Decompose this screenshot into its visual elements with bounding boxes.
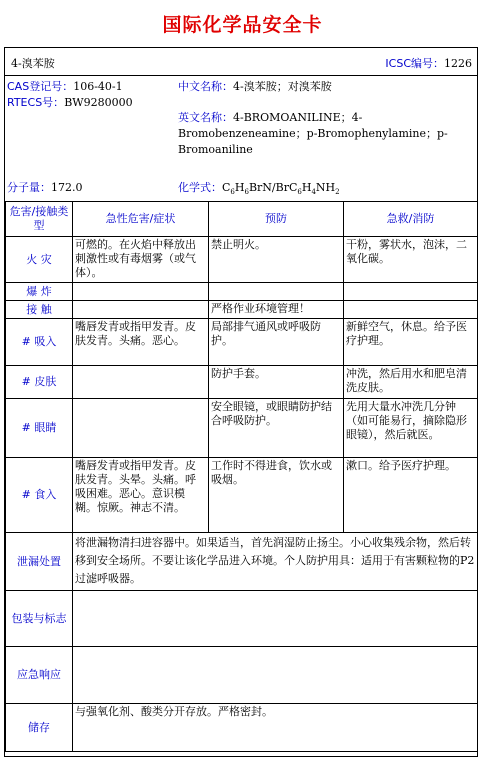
row-firstaid: 干粉，雾状水，泡沫，二氧化碳。 <box>344 237 478 283</box>
row-acute <box>73 283 209 301</box>
icsc-number <box>385 55 472 71</box>
rtecs-number <box>7 95 133 111</box>
section-text <box>73 647 478 704</box>
row-label: # 眼睛 <box>6 399 73 458</box>
row-label: # 吸入 <box>6 319 73 366</box>
row-prevention: 局部排气通风或呼吸防护。 <box>209 319 344 366</box>
table-row <box>6 366 478 399</box>
row-label: 火 灾 <box>6 237 73 283</box>
cn-name-value: 4-溴苯胺；对溴苯胺 <box>233 80 332 93</box>
en-name-label: 英文名称： <box>178 111 233 124</box>
cas-value: 106-40-1 <box>73 80 123 93</box>
mw-value: 172.0 <box>51 181 83 194</box>
col-header-prevention: 预防 <box>209 202 344 237</box>
icsc-label: ICSC编号： <box>385 57 444 70</box>
table-row <box>6 319 478 366</box>
row-label: # 皮肤 <box>6 366 73 399</box>
table-row <box>6 237 478 283</box>
cas-number <box>7 79 123 95</box>
cas-label: CAS登记号： <box>7 80 74 93</box>
rtecs-value: BW9280000 <box>64 96 133 109</box>
formula-label: 化学式： <box>178 181 222 194</box>
row-acute <box>73 301 209 319</box>
section-label: 包装与标志 <box>6 591 73 647</box>
section-text: 与强氧化剂、酸类分开存放。严格密封。 <box>73 704 478 752</box>
chemical-name: 4-溴苯胺 <box>11 57 55 70</box>
rtecs-label: RTECS号： <box>7 96 65 109</box>
section-label: 储存 <box>6 704 73 752</box>
molecular-weight <box>7 180 83 196</box>
section-row <box>6 704 478 752</box>
en-name-line: 4-BROMOANILINE；4- <box>233 111 363 124</box>
card-header <box>5 48 477 76</box>
row-prevention: 禁止明火。 <box>209 237 344 283</box>
table-row <box>6 301 478 319</box>
col-header-acute: 急性危害/症状 <box>73 202 209 237</box>
row-acute: 嘴唇发青或指甲发青。皮肤发青。头晕。头痛。呼吸困难。恶心。意识模糊。惊厥。神志不清。 <box>73 458 209 533</box>
chemical-formula <box>178 180 340 200</box>
col-header-firstaid: 急救/消防 <box>344 202 478 237</box>
table-row <box>6 283 478 301</box>
row-prevention: 严格作业环境管理！ <box>209 301 344 319</box>
row-label: # 食入 <box>6 458 73 533</box>
en-name-line: Bromoaniline <box>178 143 253 156</box>
safety-card <box>4 47 478 757</box>
section-text <box>73 591 478 647</box>
hazard-table <box>5 201 478 752</box>
row-acute: 嘴唇发青或指甲发青。皮肤发青。头痛。恶心。 <box>73 319 209 366</box>
row-label: 接 触 <box>6 301 73 319</box>
section-label: 泄漏处置 <box>6 533 73 591</box>
en-name-line: Bromobenzeneamine；p-Bromophenylamine；p- <box>178 127 448 140</box>
section-row <box>6 591 478 647</box>
table-header-row <box>6 202 478 237</box>
col-header-type: 危害/接触类型 <box>6 202 73 237</box>
row-acute <box>73 399 209 458</box>
section-label: 应急响应 <box>6 647 73 704</box>
row-acute: 可燃的。在火焰中释放出刺激性或有毒烟雾（或气体）。 <box>73 237 209 283</box>
row-firstaid: 冲洗，然后用水和肥皂清洗皮肤。 <box>344 366 478 399</box>
row-prevention <box>209 283 344 301</box>
row-label: 爆 炸 <box>6 283 73 301</box>
row-acute <box>73 366 209 399</box>
formula-value: $C_6H_6BrN/BrC_6H_4NH_2$ <box>222 181 340 197</box>
section-text: 将泄漏物清扫进容器中。如果适当，首先润湿防止扬尘。小心收集残余物，然后转移到安全场所。不要让该化学品进入环境。个人防护用具：适用于有害颗粒物的P2过滤呼吸器。 <box>73 533 478 591</box>
icsc-value: 1226 <box>444 57 472 70</box>
page-title: 国际化学品安全卡 <box>162 14 323 36</box>
cn-name-label: 中文名称： <box>178 80 233 93</box>
section-row <box>6 647 478 704</box>
row-prevention: 安全眼镜，或眼睛防护结合呼吸防护。 <box>209 399 344 458</box>
section-row <box>6 533 478 591</box>
row-firstaid <box>344 283 478 301</box>
row-firstaid: 新鲜空气，休息。给予医疗护理。 <box>344 319 478 366</box>
table-row <box>6 458 478 533</box>
row-firstaid <box>344 301 478 319</box>
chinese-name <box>178 79 332 95</box>
row-prevention: 防护手套。 <box>209 366 344 399</box>
row-prevention: 工作时不得进食，饮水或吸烟。 <box>209 458 344 533</box>
english-name <box>178 110 474 158</box>
mw-label: 分子量： <box>7 181 51 194</box>
row-firstaid: 漱口。给予医疗护理。 <box>344 458 478 533</box>
row-firstaid: 先用大量水冲洗几分钟（如可能易行，摘除隐形眼镜），然后就医。 <box>344 399 478 458</box>
table-row <box>6 399 478 458</box>
